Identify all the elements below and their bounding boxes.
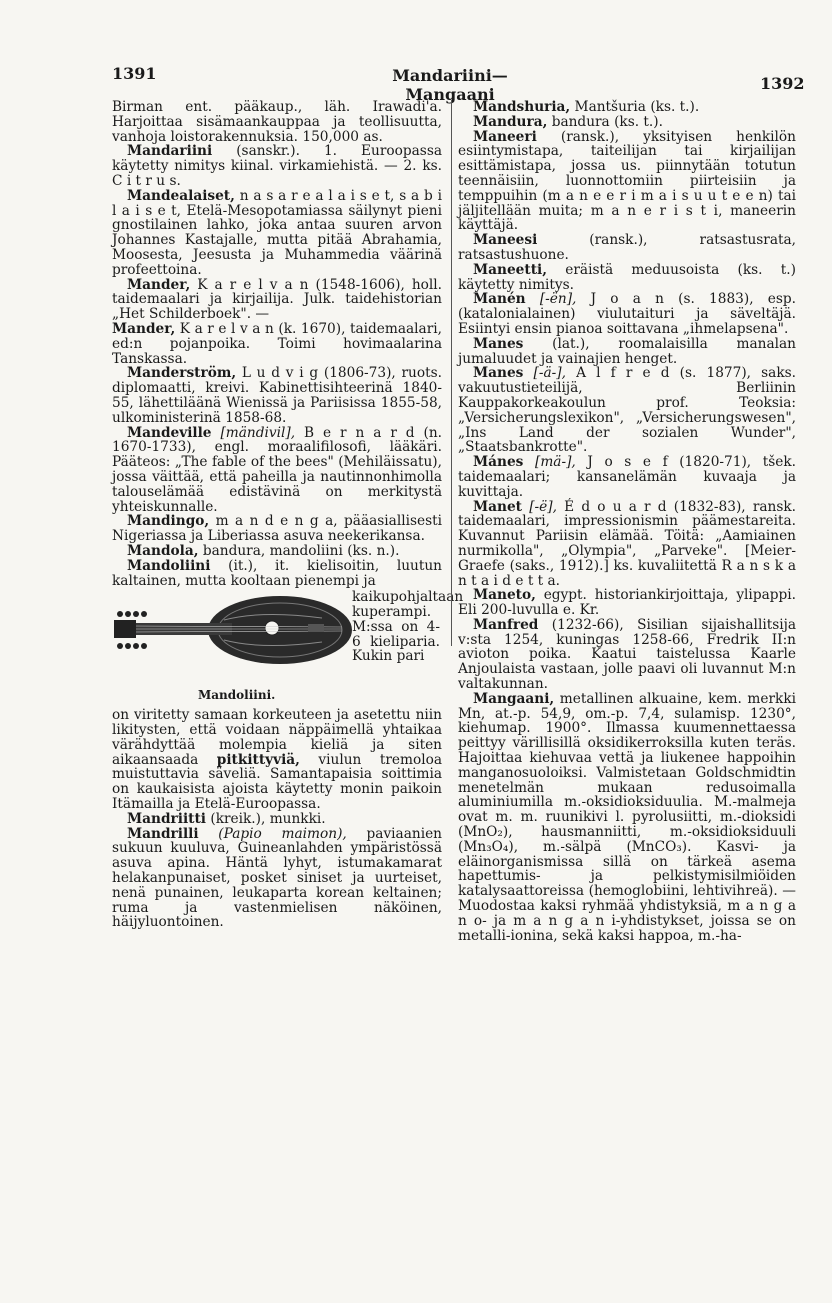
entry-mandrilli: Mandrilli (Papio maimon), paviaanien sukuun kuuluva, Guineanlahden ympäristössä asuva apina. Häntä lyhyt, istumakamarat helakanpunaiset, posket siniset ja uurteiset, nenä punainen, leukaparta korean keltainen; ruma ja vastenmielisen näköinen, häijyluontoinen. (112, 825, 442, 931)
page-number-right: 1392 (760, 74, 805, 93)
entry-manfred: Manfred (1232-66), Sisilian sijaishallitsija v:sta 1254, kuningas 1258-66, Fredrik II:n avioton poika. Kaatui taistelussa Kaarle Anjoulaista vastaan, jolle paavi oli luvannut M:n valtakunnan. (458, 616, 796, 693)
entry-maneetti: Maneetti, eräistä meduusoista (ks. t.) käytetty nimitys. (458, 261, 796, 293)
entry-mandola: Mandola, bandura, mandoliini (ks. n.). (127, 542, 400, 559)
entry-maneesi: Maneesi (ransk.), ratsastusrata, ratsastushuone. (458, 232, 796, 263)
entry-mandoliini: Mandoliini (it.), it. kielisoitin, luutun kaltainen, mutta kooltaan pienempi ja (112, 557, 442, 589)
entry-manderstrom: Manderström, L u d v i g (1806-73), ruots. diplomaatti, kreivi. Kabinettisihteerinä 1840-55, lähettiläänä Wienissä ja Pariisissa 1855-58, ulkoministerinä 1858-68. (112, 365, 442, 426)
entry-mandeville: Mandeville [mändivil], B e r n a r d (n. 1670-1733), engl. moraalifilosofi, lääkäri. Pääteos: „The fable of the bees" (Mehiläissatu), jossa väittää, että paheilla ja nautinnonhimolla talouselämää edistävinä on merkitystä yhteiskunnalle. (112, 424, 442, 515)
mandoliini-side-text: kaikupohjaltaan kuperampi. M:ssa on 4-6 kieliparia. Kukin pari (352, 589, 464, 665)
entry-mangaani: Mangaani, metallinen alkuaine, kem. merkki Mn, at.-p. 54,9, om.-p. 7,4, sulamisp. 1230°, kiehumap. 1900°. Ilmassa kuumennettaessa peittyy värillisillä oksidikerroksilla kuten teräs. Hajoittaa kiehuvaa vettä ja liukenee happoihin manganosuoloiksi. Valmistetaan Goldschmidtin menetelmän mukaan redusoimalla aluminiumilla m.-oksidioksiduulia. M.-malmeja ovat m. m. ruunikivi l. pyrolusiitti, m.-dioksidi (MnO₂), hausmanniitti, m.-oksidioksiduuli (Mn₃O₄), m.-sälpä (MnCO₃). Kasvi- ja eläinorganismissa sillä on tärkeä asema hapettumis- ja pelkistymisilmiöiden katalysaattoreissa (hemoglobiini, lehtivihreä). — Muodostaa kaksi ryhmää yhdistyksiä, m a n g a n o- ja m a n g a n i-yhdistykset, joissa se on metalli-ionina, sekä kaksi happoa, m.-ha- (458, 690, 796, 944)
entry-maneto: Maneto, egypt. historiankirjoittaja, ylipappi. Eli 200-luvulla e. Kr. (458, 587, 796, 619)
entry-manes-1: Manes (lat.), roomalaisilla manalan jumaluudet ja vainajien henget. (458, 335, 796, 367)
mandolin-illustration (112, 590, 352, 708)
illustration-caption: Mandoliini. (198, 688, 276, 703)
page-number-left: 1391 (112, 64, 157, 83)
page-title: Mandariini—Mangaani (392, 66, 508, 104)
mandolin-icon (112, 590, 352, 686)
entry-mander-1: Mander, K a r e l v a n (1548-1606), holl. taidemaalari ja kirjailija. Julk. taidehistorian „Het Schilderboek". — (112, 276, 442, 323)
entry-mander-2: Mander, K a r e l v a n (k. 1670), taidemaalari, ed:n pojanpoika. Toimi hovimaalarina Tanskassa. (112, 320, 442, 367)
entry-manen: Manén [-ën], J o a n (s. 1883), esp. (katalonialainen) viulutaituri ja säveltäjä. Esiintyi ensin pianoa soittavana „ihmelapsena". (458, 291, 796, 337)
entry-mandshuria: Mandshuria, Mantšuria (ks. t.). (473, 99, 700, 115)
entry-mandoliini-continued: on viritetty samaan korkeuteen ja asetettu niin likitysten, että voidaan näppäimellä yhtaikaa värähdyttää molempia kieliä ja siten aikaansaada pitkittyviä, viulun tremoloa muistuttavia säveliä. Samantapaisia soittimia on kaukaisista ajoista käytetty monin paikoin Itämailla ja Etelä-Euroopassa. (112, 707, 443, 813)
entry-mandariini: Mandariini (sanskr.). 1. Euroopassa käytetty nimitys kiinal. virkamiehistä. — 2. ks. C i t r u s. (112, 143, 442, 189)
entry-mandealaiset: Mandealaiset, n a s a r e a l a i s e t, s a b i l a i s e t, Etelä-Mesopotamiassa säilynyt pieni gnostilainen lahko, joka antaa suuren arvon Johannes Kastajalle, mutta pitää Abrahamia, Moosesta, Jeesusta ja Muhammedia väärinä profeettoina. (112, 187, 442, 278)
entry-maneeri: Maneeri (ransk.), yksityisen henkilön esiintymistapa, taiteilijan tai kirjailijan esittämistapa, jossa us. piinnytään totutun teennäisiin, luonnottomiin piirteisiin ja temppuihin (m a n e e r i m a i s u u t e e n) tai jäljitellään muita; m a n e r i s t i, maneerin käyttäjä. (458, 128, 796, 234)
entry-mandriitti: Mandriitti (kreik.), munkki. (127, 810, 326, 827)
entry-birman: Birman ent. pääkaup., läh. Irawadi'a. Harjoittaa sisämaankauppaa ja teollisuutta, vanhoja loistorakennuksia. 150,000 as. (112, 99, 442, 145)
mandolin-illustration-block (112, 589, 464, 708)
entry-mandura: Mandura, bandura (ks. t.). (473, 113, 663, 130)
entry-manes-2: Manes [-ä-], A l f r e d (s. 1877), saks. vakuutustieteilijä, Berliinin Kauppakorkeakoulun prof. Teoksia: „Versicherungslexikon", „Versicherungswesen", „Ins Land der sozialen Wunder", „Staatsbankrotte". (458, 365, 796, 456)
entry-manes-3: Mánes [mä-], J o s e f (1820-71), tšek. taidemaalari; kansanelämän kuvaaja ja kuvittaja. (458, 454, 796, 500)
entry-manet: Manet [-ë], É d o u a r d (1832-83), ransk. taidemaalari, impressionismin päämestareita. Kuvannut Pariisin elämää. Töitä: „Aamiainen nurmikolla", „Olympia", „Parveke". [Meier-Graefe (saks., 1912).] ks. kuvaliitettä R a n s k a n t a i d e t t a. (458, 498, 797, 589)
entry-mandingo: Mandingo, m a n d e n g a, pääasiallisesti Nigeriassa ja Liberiassa asuva neekerikansa. (112, 513, 442, 545)
right-column (451, 99, 797, 944)
left-column (112, 99, 464, 931)
